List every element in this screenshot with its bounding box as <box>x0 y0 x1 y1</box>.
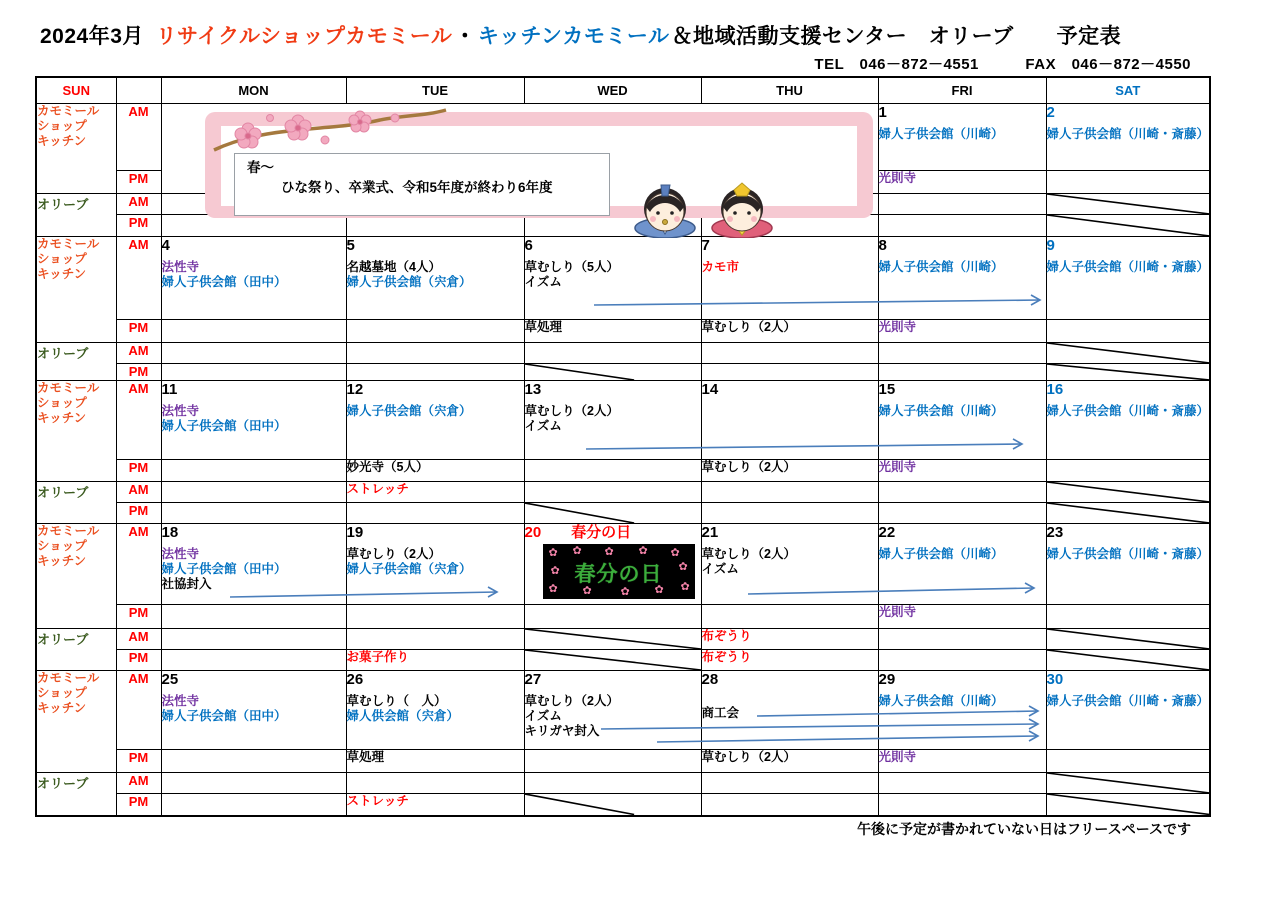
event-text: 婦人子供会館（田中） <box>161 275 287 289</box>
olive-pm-row <box>36 503 1210 524</box>
day-header-sun: SUN <box>36 77 116 104</box>
event-text: 草むしり（2人） <box>701 460 796 474</box>
petal-icon: ✿ <box>548 583 558 595</box>
olive-am-label: AM <box>116 773 161 794</box>
olive-am-cell <box>1046 629 1210 650</box>
week-block-5 <box>36 671 1210 816</box>
day-cell-pm <box>161 750 346 773</box>
olive-pm-label: PM <box>116 503 161 524</box>
day-cell-am <box>161 524 346 605</box>
day-cell-am <box>161 671 346 750</box>
olive-pm-label: PM <box>116 215 161 237</box>
day-cell-am <box>1046 381 1210 460</box>
date-label: 28 <box>701 671 719 688</box>
olive-pm-label: PM <box>116 364 161 381</box>
olive-pm-cell <box>701 364 878 381</box>
crossed-out-diagonal <box>525 650 701 670</box>
day-cell-pm <box>346 320 524 343</box>
shop-row-label <box>36 671 116 773</box>
event-text: 光則寺 <box>878 171 917 185</box>
title-segment: キッチンカモミール <box>477 25 670 48</box>
shop-row-label-line: ショップ <box>37 539 87 553</box>
weekday-header-row <box>36 77 1210 104</box>
day-cell-am <box>701 237 878 320</box>
olive-row-label: オリーブ <box>36 773 116 816</box>
title-segment: リサイクルショップカモミール <box>155 25 453 48</box>
week-block-4 <box>36 524 1210 671</box>
olive-pm-cell <box>1046 503 1210 524</box>
day-cell-am <box>1046 237 1210 320</box>
olive-row-label: オリーブ <box>36 343 116 381</box>
crossed-out-diagonal <box>1047 794 1210 815</box>
petal-icon: ✿ <box>678 561 688 573</box>
olive-row-label: オリーブ <box>36 629 116 671</box>
am-label: AM <box>116 104 161 171</box>
title-segment: ＆地域活動支援センター オリーブ 予定表 <box>671 25 1122 48</box>
pm-label: PM <box>116 460 161 482</box>
crossed-out-diagonal <box>1047 343 1210 363</box>
day-cell-am <box>524 524 701 605</box>
event-text: 草むしり（2人） <box>701 750 796 764</box>
title-segment: ・ <box>454 25 476 48</box>
olive-am-row <box>36 629 1210 650</box>
date-label: 26 <box>346 671 364 688</box>
date-label: 1 <box>878 104 887 121</box>
shop-row-label-line: キッチン <box>37 134 87 148</box>
date-label: 12 <box>346 381 364 398</box>
shop-row-label-line: キッチン <box>37 411 87 425</box>
olive-am-cell <box>1046 194 1210 215</box>
date-label: 8 <box>878 237 887 254</box>
pm-label: PM <box>116 750 161 773</box>
page-title <box>40 20 1123 50</box>
shop-row-label-line: カモミール <box>37 524 100 538</box>
olive-pm-cell <box>161 650 346 671</box>
olive-am-cell <box>524 482 701 503</box>
event-text: 婦人子供会館（田中） <box>161 562 287 576</box>
crossed-out-diagonal <box>1047 364 1210 380</box>
crossed-out-diagonal <box>525 503 701 523</box>
date-label: 29 <box>878 671 896 688</box>
shop-row-label-line: ショップ <box>37 252 87 266</box>
petal-icon: ✿ <box>620 586 630 598</box>
olive-am-cell <box>878 194 1046 215</box>
olive-am-cell <box>161 343 346 364</box>
pm-row <box>36 750 1210 773</box>
event-text: ストレッチ <box>346 482 409 496</box>
event-text: 布ぞうり <box>701 650 752 664</box>
petal-icon: ✿ <box>654 584 664 596</box>
day-header-mon: MON <box>161 77 346 104</box>
olive-am-cell <box>161 629 346 650</box>
olive-am-cell <box>701 629 878 650</box>
banner-line1: 春～ <box>247 160 274 175</box>
pm-row <box>36 460 1210 482</box>
olive-am-label: AM <box>116 482 161 503</box>
olive-am-cell <box>524 343 701 364</box>
day-cell-pm <box>1046 460 1210 482</box>
olive-am-label: AM <box>116 629 161 650</box>
day-header-thu: THU <box>701 77 878 104</box>
shop-row-label-line: カモミール <box>37 104 100 118</box>
day-cell-am <box>878 237 1046 320</box>
olive-pm-cell <box>701 650 878 671</box>
date-label: 18 <box>161 524 179 541</box>
olive-pm-cell <box>346 364 524 381</box>
olive-am-row <box>36 482 1210 503</box>
event-text: 婦人子供会館（宍倉） <box>346 562 472 576</box>
day-cell-pm <box>161 460 346 482</box>
shunbun-image-text: 春分の日 <box>574 563 663 586</box>
olive-am-cell <box>346 343 524 364</box>
event-text: 婦人子供会館（宍倉） <box>346 275 472 289</box>
spring-banner-textbox <box>234 153 610 216</box>
event-text: 草むしり（2人） <box>524 694 619 708</box>
shop-row-label-line: カモミール <box>37 671 100 685</box>
olive-pm-cell <box>524 364 701 381</box>
olive-pm-cell <box>524 650 701 671</box>
day-header-tue: TUE <box>346 77 524 104</box>
olive-am-cell <box>161 773 346 794</box>
day-cell-am <box>701 671 878 750</box>
day-cell-am <box>524 237 701 320</box>
crossed-out-diagonal <box>1047 194 1210 214</box>
week-block-2 <box>36 237 1210 381</box>
event-text: 婦人子供会館（川崎・斎藤） <box>1046 404 1210 418</box>
olive-pm-cell <box>346 650 524 671</box>
date-label: 16 <box>1046 381 1064 398</box>
event-text: 草むしり（ 人） <box>346 694 447 708</box>
am-label: AM <box>116 237 161 320</box>
event-text: 法性寺 <box>161 547 200 561</box>
am-row <box>36 237 1210 320</box>
olive-pm-cell <box>701 503 878 524</box>
olive-pm-cell <box>878 503 1046 524</box>
event-text: イズム <box>524 275 562 289</box>
shop-row-label-line: キッチン <box>37 554 87 568</box>
am-row <box>36 381 1210 460</box>
day-cell-am <box>701 524 878 605</box>
event-text: 婦人子供会館（川崎） <box>878 694 1004 708</box>
olive-pm-cell <box>1046 215 1210 237</box>
day-cell-pm <box>1046 750 1210 773</box>
day-header-sat: SAT <box>1046 77 1210 104</box>
date-label: 13 <box>524 381 542 398</box>
day-cell-pm <box>346 460 524 482</box>
event-text: 婦人子供会館（田中） <box>161 419 287 433</box>
event-text: 草むしり（2人） <box>346 547 441 561</box>
day-cell-am <box>878 524 1046 605</box>
date-label: 7 <box>701 237 710 254</box>
date-label: 22 <box>878 524 896 541</box>
day-cell-pm <box>701 605 878 629</box>
olive-pm-row <box>36 794 1210 816</box>
date-label: 25 <box>161 671 179 688</box>
event-text: カモ市 <box>701 260 740 274</box>
olive-pm-cell <box>878 650 1046 671</box>
date-label: 30 <box>1046 671 1064 688</box>
day-cell-pm <box>878 460 1046 482</box>
event-text: 法性寺 <box>161 260 200 274</box>
event-text: 社協封入 <box>161 577 212 591</box>
crossed-out-diagonal <box>1047 482 1210 502</box>
contact-info: TEL 046－872－4551 FAX 046－872－4550 <box>814 56 1191 73</box>
olive-am-row <box>36 773 1210 794</box>
day-cell-am <box>524 381 701 460</box>
olive-am-cell <box>1046 482 1210 503</box>
day-header-wed: WED <box>524 77 701 104</box>
day-cell-pm <box>346 605 524 629</box>
crossed-out-diagonal <box>525 629 701 649</box>
petal-icon: ✿ <box>604 546 614 558</box>
banner-line2: ひな祭り、卒業式、令和5年度が終わり6年度 <box>281 180 553 195</box>
olive-am-cell <box>878 343 1046 364</box>
am-label: AM <box>116 381 161 460</box>
olive-am-cell <box>701 773 878 794</box>
petal-icon: ✿ <box>582 585 592 597</box>
petal-icon: ✿ <box>572 545 582 557</box>
date-label: 23 <box>1046 524 1064 541</box>
event-text: 名越墓地（4人） <box>346 260 441 274</box>
day-cell-pm <box>1046 320 1210 343</box>
olive-am-cell <box>346 773 524 794</box>
shop-row-label <box>36 104 116 194</box>
day-cell-pm <box>701 460 878 482</box>
event-text: 婦人子供会館（宍倉） <box>346 404 472 418</box>
day-cell-am <box>524 671 701 750</box>
shop-row-label-line: キッチン <box>37 267 87 281</box>
am-row <box>36 671 1210 750</box>
petal-icon: ✿ <box>548 547 558 559</box>
olive-pm-cell <box>878 364 1046 381</box>
day-header-blank <box>116 77 161 104</box>
shop-row-label-line: ショップ <box>37 119 87 133</box>
olive-am-cell <box>346 482 524 503</box>
event-text: 光則寺 <box>878 320 917 334</box>
petal-icon: ✿ <box>670 547 680 559</box>
day-cell-pm <box>161 320 346 343</box>
event-text: 妙光寺（5人） <box>346 460 429 474</box>
crossed-out-diagonal <box>525 794 701 815</box>
petal-icon: ✿ <box>680 581 690 593</box>
olive-am-cell <box>1046 773 1210 794</box>
date-label: 9 <box>1046 237 1055 254</box>
event-text: 婦人子供会館（田中） <box>161 709 287 723</box>
day-cell-am <box>346 237 524 320</box>
day-cell-pm <box>524 320 701 343</box>
hina-dolls-image <box>620 182 792 238</box>
date-label: 5 <box>346 237 355 254</box>
crossed-out-diagonal <box>1047 503 1210 523</box>
event-text: お菓子作り <box>346 650 410 664</box>
olive-pm-row <box>36 364 1210 381</box>
event-text: 婦人供会館（宍倉） <box>346 709 460 723</box>
event-text: 光則寺 <box>878 460 917 474</box>
day-header-fri: FRI <box>878 77 1046 104</box>
event-text: 婦人子供会館（川崎） <box>878 404 1004 418</box>
shop-row-label-line: カモミール <box>37 237 100 251</box>
pm-label: PM <box>116 320 161 343</box>
olive-pm-cell <box>346 503 524 524</box>
olive-row-label: オリーブ <box>36 482 116 524</box>
day-cell-pm <box>1046 171 1210 194</box>
event-text: 草処理 <box>346 750 385 764</box>
event-text: 法性寺 <box>161 694 200 708</box>
day-cell-am <box>161 381 346 460</box>
olive-pm-cell <box>161 503 346 524</box>
day-cell-am <box>1046 524 1210 605</box>
am-label: AM <box>116 671 161 750</box>
olive-am-cell <box>524 773 701 794</box>
event-text: 婦人子供会館（川崎・斎藤） <box>1046 127 1210 141</box>
day-cell-am <box>878 381 1046 460</box>
olive-pm-cell <box>878 215 1046 237</box>
day-cell-am <box>701 381 878 460</box>
olive-am-row <box>36 343 1210 364</box>
shop-row-label-line: ショップ <box>37 396 87 410</box>
date-label: 14 <box>701 381 719 398</box>
olive-pm-cell <box>161 364 346 381</box>
shop-row-label <box>36 237 116 343</box>
olive-am-cell <box>878 482 1046 503</box>
crossed-out-diagonal <box>1047 215 1210 236</box>
shop-row-label-line: キッチン <box>37 701 87 715</box>
petal-icon: ✿ <box>638 545 648 557</box>
event-text: 婦人子供会館（川崎・斎藤） <box>1046 694 1210 708</box>
day-cell-am <box>878 671 1046 750</box>
olive-row-label: オリーブ <box>36 194 116 237</box>
olive-pm-cell <box>701 794 878 816</box>
event-text: 婦人子供会館（川崎） <box>878 547 1004 561</box>
olive-am-cell <box>701 343 878 364</box>
day-cell-pm <box>878 171 1046 194</box>
day-cell-am <box>346 524 524 605</box>
day-cell-pm <box>161 605 346 629</box>
event-text: 光則寺 <box>878 605 917 619</box>
day-cell-pm <box>878 750 1046 773</box>
olive-pm-cell <box>1046 794 1210 816</box>
olive-pm-cell <box>524 794 701 816</box>
olive-pm-cell <box>878 794 1046 816</box>
event-text: 草むしり（2人） <box>701 547 796 561</box>
day-cell-am <box>346 381 524 460</box>
date-label: 4 <box>161 237 170 254</box>
date-label: 11 <box>161 381 178 398</box>
day-cell-pm <box>1046 605 1210 629</box>
day-cell-am <box>346 671 524 750</box>
day-cell-pm <box>524 605 701 629</box>
olive-am-cell <box>878 629 1046 650</box>
day-cell-am <box>1046 104 1210 171</box>
event-text: 婦人子供会館（川崎） <box>878 260 1004 274</box>
day-cell-am <box>161 237 346 320</box>
day-cell-pm <box>524 750 701 773</box>
olive-pm-cell <box>1046 364 1210 381</box>
day-cell-pm <box>878 320 1046 343</box>
date-label: 15 <box>878 381 896 398</box>
shunbun-no-hi-image <box>543 544 695 599</box>
event-text: 光則寺 <box>878 750 917 764</box>
olive-pm-cell <box>346 794 524 816</box>
event-text: 法性寺 <box>161 404 200 418</box>
title-segment: 2024年3月 <box>40 25 144 48</box>
day-cell-pm <box>524 460 701 482</box>
event-text: 草むしり（2人） <box>524 404 619 418</box>
event-text: 草処理 <box>524 320 563 334</box>
day-cell-am <box>878 104 1046 171</box>
event-text: 商工会 <box>701 706 740 720</box>
date-label: 19 <box>346 524 364 541</box>
event-text: 草むしり（5人） <box>524 260 619 274</box>
olive-am-cell <box>346 629 524 650</box>
date-label: 6 <box>524 237 533 254</box>
olive-pm-row <box>36 650 1210 671</box>
day-cell-pm <box>878 605 1046 629</box>
event-text: 婦人子供会館（川崎・斎藤） <box>1046 260 1210 274</box>
olive-am-cell <box>524 629 701 650</box>
olive-am-cell <box>1046 343 1210 364</box>
pm-row <box>36 605 1210 629</box>
crossed-out-diagonal <box>1047 650 1210 670</box>
olive-pm-cell <box>524 503 701 524</box>
olive-am-label: AM <box>116 343 161 364</box>
event-text: ストレッチ <box>346 794 409 808</box>
day-cell-pm <box>701 750 878 773</box>
date-label: 20 春分の日 <box>524 524 632 541</box>
event-text: 布ぞうり <box>701 629 752 643</box>
day-cell-am <box>1046 671 1210 750</box>
olive-am-cell <box>878 773 1046 794</box>
olive-am-cell <box>161 482 346 503</box>
am-row <box>36 524 1210 605</box>
am-label: AM <box>116 524 161 605</box>
olive-pm-cell <box>161 794 346 816</box>
olive-pm-label: PM <box>116 794 161 816</box>
shop-row-label-line: ショップ <box>37 686 87 700</box>
olive-pm-cell <box>1046 650 1210 671</box>
event-text: 婦人子供会館（川崎） <box>878 127 1004 141</box>
day-cell-pm <box>346 750 524 773</box>
shop-row-label <box>36 381 116 482</box>
pm-label: PM <box>116 605 161 629</box>
olive-pm-label: PM <box>116 650 161 671</box>
pm-row <box>36 320 1210 343</box>
crossed-out-diagonal <box>525 364 701 380</box>
shop-row-label-line: カモミール <box>37 381 100 395</box>
shop-row-label <box>36 524 116 629</box>
event-text: イズム <box>524 709 562 723</box>
week-block-3 <box>36 381 1210 524</box>
footer-note: 午後に予定が書かれていない日はフリースペースです <box>856 821 1191 837</box>
event-text: 婦人子供会館（川崎・斎藤） <box>1046 547 1210 561</box>
pm-label: PM <box>116 171 161 194</box>
petal-icon: ✿ <box>550 565 560 577</box>
event-text: イズム <box>524 419 562 433</box>
event-text: 草むしり（2人） <box>701 320 796 334</box>
crossed-out-diagonal <box>1047 773 1210 793</box>
event-text: キリガヤ封入 <box>524 724 600 738</box>
date-label: 27 <box>524 671 542 688</box>
crossed-out-diagonal <box>1047 629 1210 649</box>
olive-am-label: AM <box>116 194 161 215</box>
day-cell-pm <box>701 320 878 343</box>
date-label: 2 <box>1046 104 1055 121</box>
date-label: 21 <box>701 524 719 541</box>
event-text: イズム <box>701 562 739 576</box>
olive-am-cell <box>701 482 878 503</box>
